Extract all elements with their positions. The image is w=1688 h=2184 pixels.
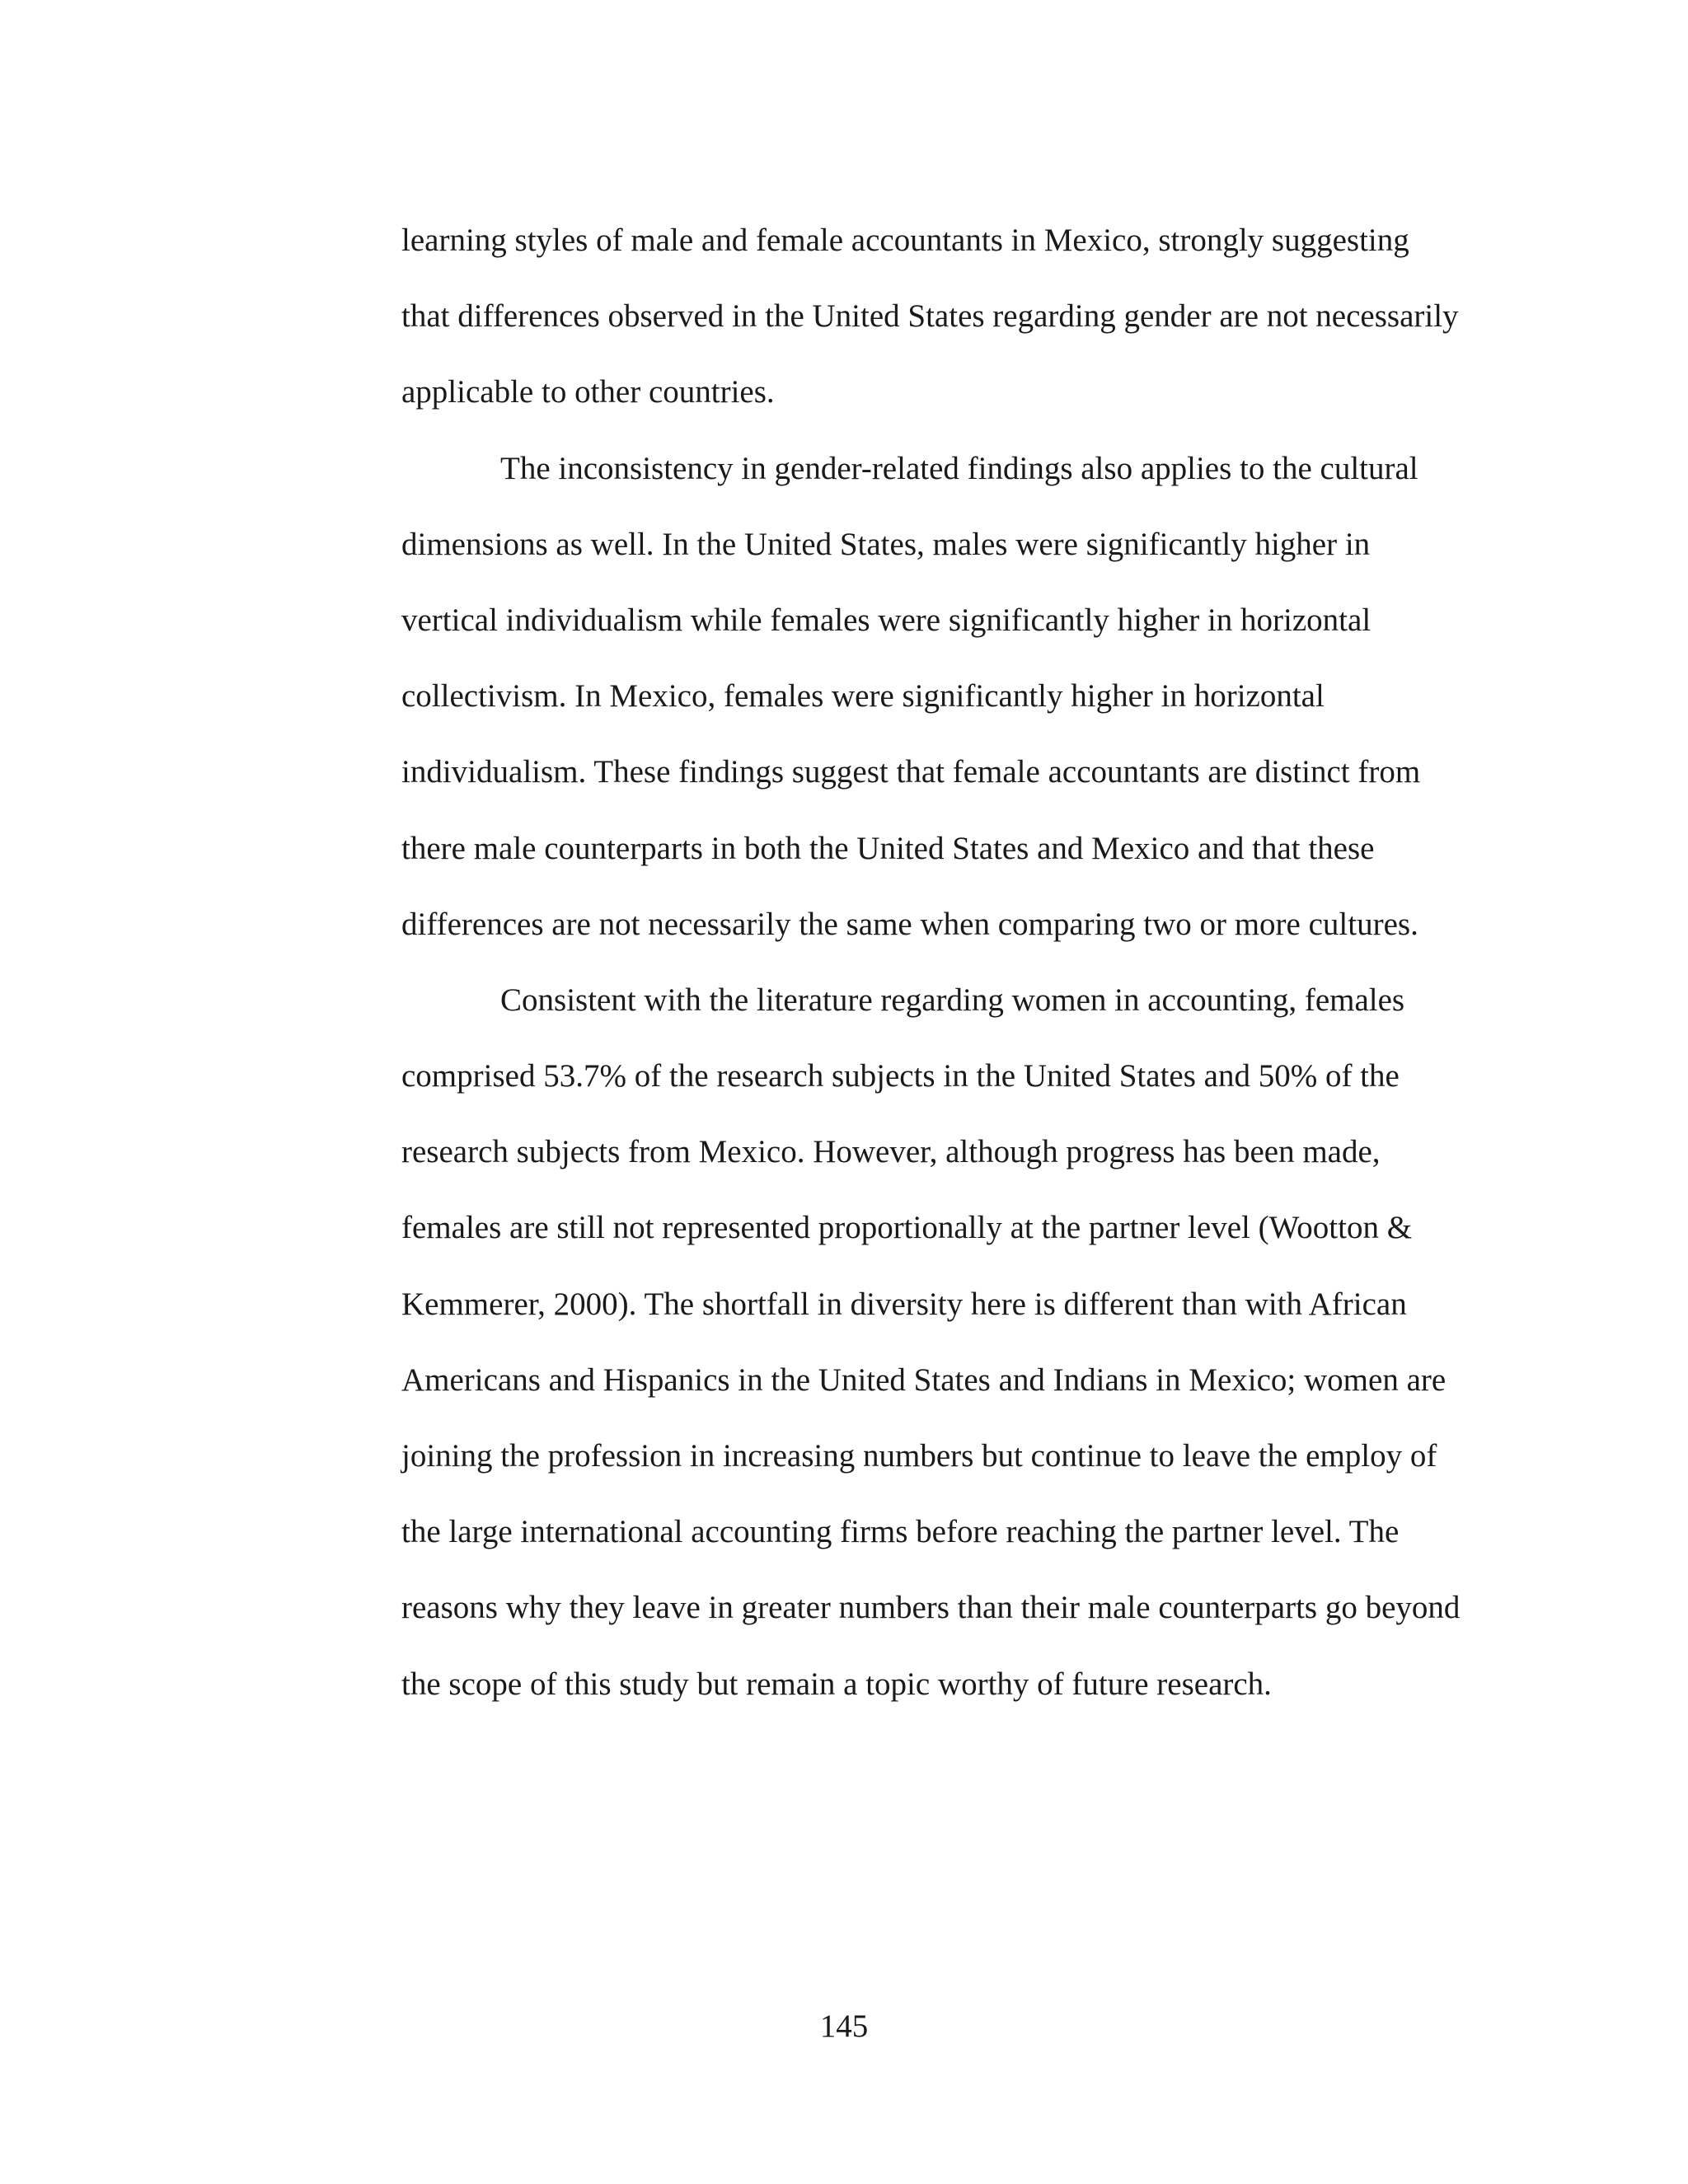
text-line: Kemmerer, 2000). The shortfall in diversity here is different than with African (401, 1286, 1407, 1322)
text-line: reasons why they leave in greater numbers than their male counterparts go beyond (401, 1590, 1461, 1626)
text-line: differences are not necessarily the same when comparing two or more cultures. (401, 906, 1418, 942)
text-line: applicable to other countries. (401, 374, 775, 410)
text-line: there male counterparts in both the United States and Mexico and that these (401, 830, 1375, 866)
paragraph-first-line: The inconsistency in gender-related findings also applies to the cultural (500, 450, 1418, 486)
text-line: learning styles of male and female accountants in Mexico, strongly suggesting (401, 223, 1409, 258)
text-line: joining the profession in increasing numbers but continue to leave the employ of (401, 1438, 1437, 1474)
text-line: individualism. These findings suggest that female accountants are distinct from (401, 754, 1421, 790)
body-text (401, 219, 1498, 1739)
text-line: vertical individualism while females were significantly higher in horizontal (401, 602, 1372, 638)
text-line: dimensions as well. In the United States, males were significantly higher in (401, 526, 1371, 562)
text-line: research subjects from Mexico. However, although progress has been made, (401, 1134, 1381, 1170)
paragraph-first-line: Consistent with the literature regarding women in accounting, females (500, 982, 1405, 1018)
text-line: the scope of this study but remain a topic worthy of future research. (401, 1666, 1272, 1702)
text-line: Americans and Hispanics in the United States and Indians in Mexico; women are (401, 1361, 1447, 1398)
page-number: 145 (819, 2008, 869, 2044)
text-line: collectivism. In Mexico, females were significantly higher in horizontal (401, 678, 1325, 715)
text-line: the large international accounting firms before reaching the partner level. The (401, 1514, 1400, 1550)
text-line: females are still not represented proportionally at the partner level (Wootton & (401, 1210, 1413, 1246)
text-line: that differences observed in the United States regarding gender are not necessarily (401, 298, 1459, 335)
text-line: comprised 53.7% of the research subjects in the United States and 50% of the (401, 1058, 1400, 1094)
